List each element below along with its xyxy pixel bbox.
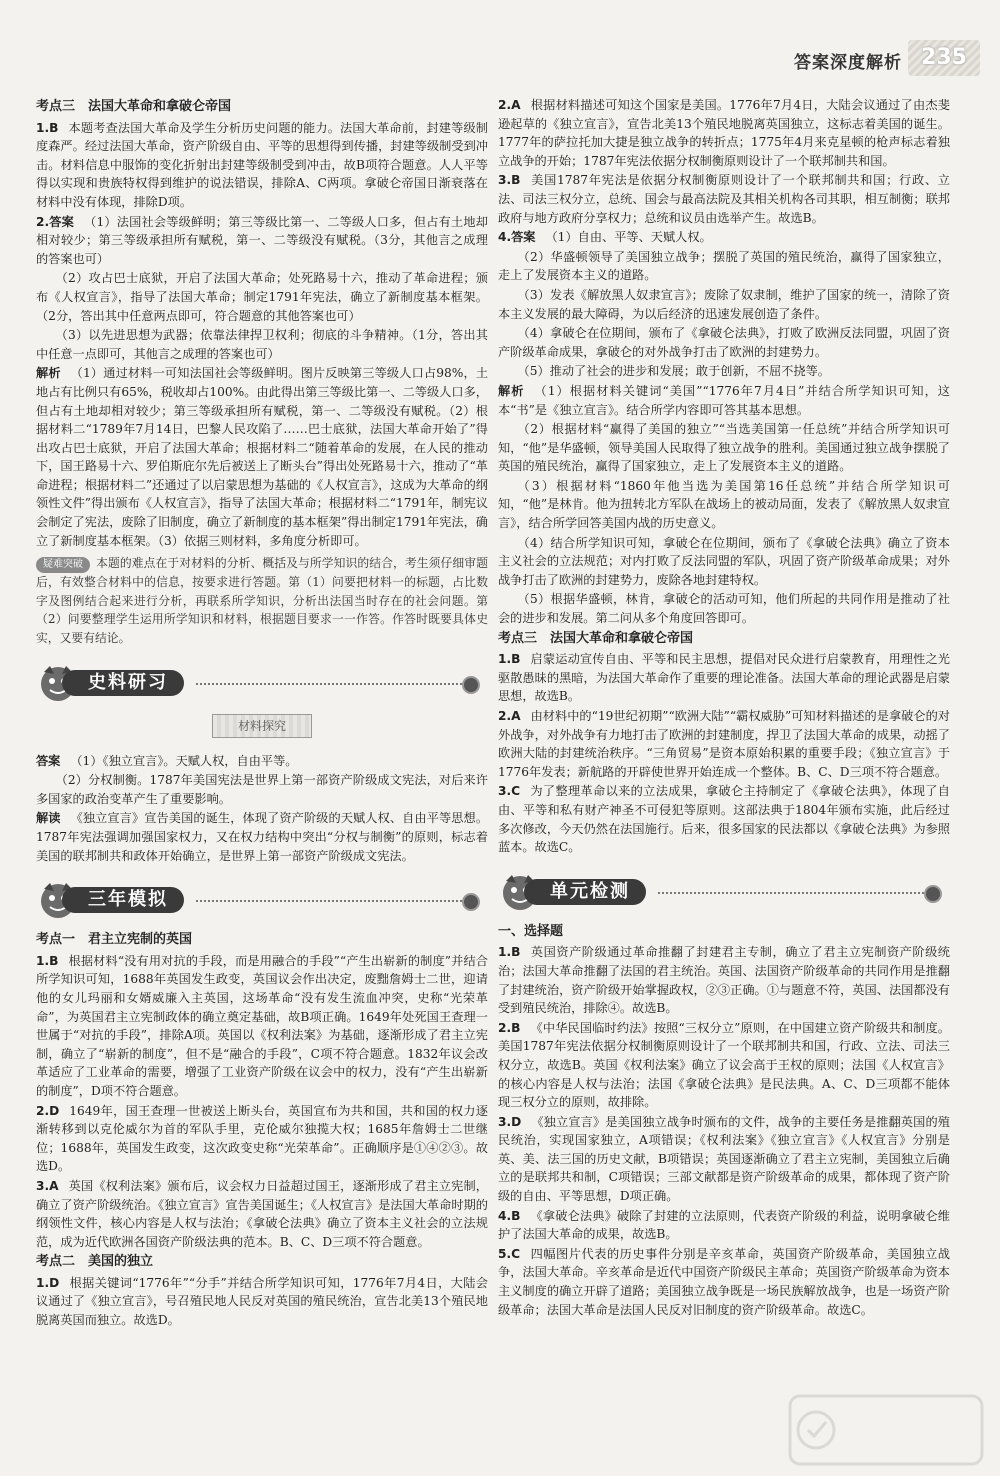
analysis-entry (36, 364, 488, 550)
section-banner (36, 662, 488, 704)
entry-number: 4.B (498, 1208, 521, 1223)
entry-text: （3）以先进思想为武器；依靠法律捍卫权利；彻底的斗争精神。（1分，答出其中任意一点即可，其他言之成理的答案也可） (36, 328, 488, 361)
entry-number: 1.B (498, 652, 521, 667)
entry-text: 启蒙运动宣传自由、平等和民主思想，提倡对民众进行启蒙教育，用理性之光驱散愚昧的黑暗，为法国大革命作了重要的理论准备。法国大革命的理论武器是启蒙思想，故选B。 (498, 652, 950, 704)
entry-text: （2）华盛顿领导了美国独立战争；摆脱了英国的殖民统治，赢得了国家独立，走上了发展资本主义的道路。 (498, 249, 950, 283)
banner-dot-icon (462, 676, 480, 694)
answer-entry (36, 1102, 488, 1176)
analysis-text: （5）根据华盛顿，林肯，拿破仑的活动可知，他们所起的共同作用是推动了社会的进步和发展。第二问从多个角度回答即可。 (498, 592, 950, 626)
entry-number: 3.B (498, 173, 521, 188)
entry-text: 由材料中的“19世纪初期”“欧洲大陆”“霸权威胁”可知材料描述的是拿破仑的对外战争，对外战争有力地打击了欧洲的封建制度，捍卫了法国大革命的成果，动摇了欧洲大陆的封建统治秩序。“三角贸易”是资本原始积累的重要手段；《独立宣言》于1776年发表；新航路的开辟使世界开始连成一个整体。B、C、D三项不符合题意。 (498, 709, 950, 779)
entry-text: 本题考查法国大革命及学生分析历史问题的能力。法国大革命前，封建等级制度森严。经过法国大革命，资产阶级自由、平等的思想得到传播，封建等级制受到冲击。材料信息中服饰的变化折射出封建等级制受到冲击，故B项符合题意。人人平等得以实现和贵族特权得到维护的说法错误，排除A、C两项。拿破仑帝国日渐衰落在材料中没有体现，排除D项。 (36, 120, 488, 209)
analysis-text: （4）结合所学知识可知，拿破仑在位期间，颁布了《拿破仑法典》确立了资本主义社会的立法规范；对内打败了反法同盟的军队，巩固了资产阶级革命成果；对外战争打击了欧洲的封建势力，废除各地封建特权。 (498, 535, 950, 587)
banner-dot-icon (924, 885, 942, 903)
answer-tag: 答案 (36, 753, 61, 768)
entry-number: 3.C (498, 784, 521, 799)
analysis-text: （1）通过材料一可知法国社会等级鲜明。图片反映第三等级人口占98%，土地占有比例只有65%，税收却占100%。由此得出第三等级比第一、二等级人口多，但占有土地却相对较少；第三等级承担所有赋税，第一、二等级没有赋税。（2）根据材料二“1789年7月14日，巴黎人民攻陷了……巴士底狱，法国大革命开始了”得出攻占巴士底狱，开启了法国大革命；根据材料二“随着革命的发展，在人民的推动下，国王路易十六、罗伯斯庇尔先后被送上了断头台”得出处死路易十六，推动了“革命进程；根据材料二”还通过了以启蒙思想为基础的《人权宣言》，这成为大革命的纲领性文件”得出颁布《人权宣言》，指导了法国大革命；根据材料二“1791年，制宪议会制定了宪法，废除了旧制度，确立了新制度的基本框架”得出制定1791年宪法，确立了新制度基本框架。（3）依据三则材料，多角度分析即可。 (36, 366, 489, 548)
explanation-tag: 解读 (36, 811, 61, 826)
entry-number: 3.A (36, 1178, 59, 1193)
banner-divider (196, 900, 466, 902)
banner-label: 单元检测 (524, 879, 646, 905)
entry-text: 《独立宣言》是美国独立战争时颁布的文件，战争的主要任务是推翻英国的殖民统治，实现国家独立，A项错误；《权利法案》《独立宣言》《人权宣言》分别是英、美、法三国的历史文献，B项错误；英国逐渐确立了君主立宪制，美国独立后确立的是联邦共和制，C项错误；三部文献都是资产阶级革命的成果，都体现了资产阶级的自由、平等思想，D项正确。 (498, 1114, 950, 1204)
banner-label: 史料研习 (62, 670, 184, 696)
section-title: 考点三 法国大革命和拿破仑帝国 (498, 630, 694, 646)
entry-number: 1.B (36, 953, 59, 968)
tip-text: 本题的难点在于对材料的分析、概括及与所学知识的结合，考生须仔细审题后，有效整合材料中的信息，按要求进行答题。第（1）问要把材料一的标题，占比数字及图例结合起来进行分析，再联系所学知识，分析出法国当时存在的社会问题。第（2）问要整理学生运用所学知识和材料，根据题目要求一一作答。作答时既要具体史实，又要有结论。 (36, 556, 488, 646)
answer-entry (498, 943, 950, 1017)
answer-entry (498, 1019, 950, 1112)
analysis-tag: 解析 (36, 366, 61, 381)
analysis-text: （2）根据材料“赢得了美国的独立”“当选美国第一任总统”并结合所学知识可知，“他”是华盛顿，领导美国人民取得了独立战争的胜利。美国通过独立战争摆脱了英国的殖民统治，赢得了国家独立，走上了发展资本主义的道路。 (498, 422, 950, 474)
section-title: 考点二 美国的独立 (36, 1254, 154, 1270)
answer-entry (498, 1245, 950, 1319)
entry-text: 四幅图片代表的历史事件分别是辛亥革命，英国资产阶级革命，美国独立战争，法国大革命。辛亥革命是近代中国资产阶级民主革命；英国资产阶级革命为资本主义制度的确立开辟了道路；美国独立战争既是一场民族解放战争，也是一场资产阶级革命；法国大革命是法国人民反对旧制度的资产阶级革命。故选C。 (498, 1246, 950, 1317)
answer-entry (36, 213, 488, 269)
banner-divider (658, 892, 928, 894)
entry-text: 《独立宣言》宣告美国的诞生，体现了资产阶级的天赋人权、自由平等思想。1787年宪法强调加强国家权力，又在权力结构中突出“分权与制衡”的原则，标志着美国的联邦制共和政体开始确立，是世界上第一部资产阶级成文宪法。 (36, 811, 489, 863)
entry-text: （4）拿破仑在位期间，颁布了《拿破仑法典》，打败了欧洲反法同盟，巩固了资产阶级革命成果，拿破仑的对外战争打击了欧洲的封建势力。 (498, 326, 950, 359)
banner-divider (196, 683, 466, 685)
explanation-entry (36, 809, 488, 865)
entry-text: （1）《独立宣言》。天赋人权，自由平等。 (70, 753, 298, 768)
answer-entry (498, 171, 950, 227)
entry-text: 英国资产阶级通过革命推翻了封建君主专制，确立了君主立宪制资产阶级统治；法国大革命推翻了法国的君主统治。英国、法国资产阶级革命的共同作用是推翻了封建统治，资产阶级开始掌握政权，②③正确。①与题意不符，英国、法国都没有受到殖民统治，排除④。故选B。 (498, 945, 950, 1016)
entry-number: 1.B (498, 945, 521, 960)
entry-text: 根据材料“没有用对抗的手段，而是用融合的手段”“产生出崭新的制度”并结合所学知识可知，1688年英国发生政变，英国议会作出决定，废黜詹姆士二世，迎请他的女儿玛丽和女婿威廉入主英国，这场革命“没有发生流血冲突，史称“光荣革命”，为英国君主立宪制政体的确立奠定基础，故B项正确。1649年处死国王查理一世属于“对抗的手段”，排除A项。英国以《权利法案》为基础，逐渐形成了君主立宪制，确立了“崭新的制度”，但不是“融合的手段”，C项不符合题意。1832年议会改革适应了工业革命的需要，增强了工业资产阶级在议会中的权力，没有“产生出崭新的制度”，D项不符合题意。 (36, 953, 488, 1098)
banner-dot-icon (462, 893, 480, 911)
page-number: 235 (908, 40, 980, 76)
answer-entry (36, 952, 488, 1101)
entry-text: 《中华民国临时约法》按照“三权分立”原则，在中国建立资产阶级共和制度。美国1787年宪法依据分权制衡原则设计了一个联邦制共和国，行政、立法、司法三权分立，故选B。英国《权利法案》确立了议会高于王权的原则；法国《人权宣言》的核心内容是人权与法治；法国《拿破仑法典》是民法典。A、C、D三项都不能体现三权分立的原则，故排除。 (498, 1020, 950, 1110)
analysis-tag: 解析 (498, 383, 525, 398)
entry-text: 1649年，国王查理一世被送上断头台，英国宣布为共和国，共和国的权力逐渐转移到以克伦威尔为首的军队手里，克伦威尔独揽大权；1685年詹姆士二世继位；1688年，英国发生政变，这次政变史称“光荣革命”。正确顺序是①④②③。故选D。 (36, 1103, 488, 1174)
page-header (0, 0, 1000, 90)
entry-number: 2.A (498, 709, 521, 723)
entry-text: 英国《权利法案》颁布后，议会权力日益超过国王，逐渐形成了君主立宪制，确立了资产阶级统治。《独立宣言》宣告美国诞生；《人权宣言》是法国大革命时期的纲领性文件，核心内容是人权与法治；《拿破仑法典》确立了资本主义社会的立法规范，成为近代欧洲各国资产阶级法典的范本。B、C、D三项不符合题意。 (36, 1178, 488, 1249)
watermark-logo (786, 1390, 986, 1470)
entry-number: 2.B (498, 1020, 521, 1035)
answer-entry (36, 119, 488, 212)
entry-number: 2.答案 (36, 214, 75, 229)
section-banner (36, 879, 488, 921)
entry-text: 根据关键词“1776年”“分手”并结合所学知识可知，1776年7月4日，大陆会议通过了《独立宣言》，号召殖民地人民反对英国的殖民统治，宣告北美13个殖民地脱离英国而独立。故选D。 (36, 1275, 488, 1328)
entry-text: （1）自由、平等、天赋人权。 (545, 230, 712, 245)
answer-entry (498, 1113, 950, 1206)
section-title: 考点三 法国大革命和拿破仑帝国 (36, 99, 232, 114)
section-title: 一、选择题 (498, 923, 564, 939)
answer-entry (36, 1177, 488, 1251)
section-title: 考点一 君主立宪制的英国 (36, 932, 193, 948)
analysis-entry (498, 382, 950, 419)
entry-text: 《拿破仑法典》破除了封建的立法原则，代表资产阶级的利益，说明拿破仑维护了法国大革命的成果，故选B。 (498, 1208, 950, 1242)
entry-text: （3）发表《解放黑人奴隶宣言》；废除了奴隶制，维护了国家的统一，清除了资本主义发展的最大障碍，为以后经济的迅速发展创造了条件。 (498, 287, 950, 321)
entry-text: 根据材料描述可知这个国家是美国。1776年7月4日，大陆会议通过了由杰斐逊起草的《独立宣言》，宣告北美13个殖民地脱离英国独立，这标志着美国的诞生。1777年的萨拉托加大捷是独立战争的转折点；1775年4月来克星顿的枪声标志着独立战争的开始；1787年宪法依据分权制衡原则设计了一个联邦制共和国。 (498, 98, 950, 168)
analysis-text: （3）根据材料“1860年他当选为美国第16任总统”并结合所学知识可知，“他”是林肯。他为扭转北方军队在战场上的被动局面，发表了《解放黑人奴隶宣言》，结合所学回答美国内战的历史意义。 (498, 478, 950, 531)
entry-text: 为了整理革命以来的立法成果，拿破仑主持制定了《拿破仑法典》，体现了自由、平等和私有财产神圣不可侵犯等原则。这部法典于1804年颁布实施，此后经过多次修改，今天仍然在法国施行。后来，很多国家的民法都以《拿破仑法典》为参照蓝本。故选C。 (498, 784, 950, 855)
entry-number: 5.C (498, 1246, 521, 1261)
section-banner (498, 871, 950, 913)
answer-entry (498, 228, 950, 247)
analysis-text: （1）根据材料关键词“美国”“1776年7月4日”并结合所学知识可知，这本“书”是《独立宣言》。结合所学内容即可答其基本思想。 (498, 383, 950, 417)
answer-entry (36, 752, 488, 771)
entry-number: 1.B (36, 120, 59, 135)
entry-number: 2.D (36, 1103, 60, 1118)
entry-text: 美国1787年宪法是依据分权制衡原则设计了一个联邦制共和国；行政、立法、司法三权分立，总统、国会与最高法院及其相关机构各司其职，相互制衡；联邦政府与地方政府分享权力；总统和议员由选举产生。故选B。 (498, 173, 950, 225)
entry-text: （2）攻占巴士底狱，开启了法国大革命；处死路易十六，推动了革命进程；颁布《人权宣言》，指导了法国大革命；制定1791年宪法，确立了新制度基本框架。（2分，答出其中任意两点即可，符合题意的其他答案也可） (36, 271, 488, 323)
answer-entry (498, 650, 950, 706)
header-title: 答案深度解析 (794, 53, 902, 73)
banner-label: 三年模拟 (62, 887, 184, 913)
entry-text: （2）分权制衡。1787年美国宪法是世界上第一部资产阶级成文宪法，对后来许多国家的政治变革产生了重要影响。 (36, 773, 488, 806)
answer-entry (498, 782, 950, 856)
answer-entry (498, 96, 950, 170)
answer-entry (36, 1274, 488, 1330)
answer-entry (498, 707, 950, 781)
tip-badge: 疑难突破 (36, 557, 90, 573)
sub-banner: 材料探究 (212, 714, 312, 738)
entry-number: 2.A (498, 98, 521, 112)
entry-text: （1）法国社会等级鲜明；第三等级比第一、二等级人口多，但占有土地却相对较少；第三等级承担所有赋税，第一、二等级没有赋税。（3分，其他言之成理的答案也可） (36, 214, 488, 266)
entry-number: 3.D (498, 1114, 522, 1129)
answer-entry (498, 1207, 950, 1244)
entry-number: 4.答案 (498, 230, 536, 245)
entry-number: 1.D (36, 1275, 60, 1290)
left-column (36, 96, 488, 1331)
right-column (498, 96, 950, 1320)
tip-box (36, 554, 488, 647)
entry-text: （5）推动了社会的进步和发展；敢于创新，不屈不挠等。 (517, 364, 830, 379)
